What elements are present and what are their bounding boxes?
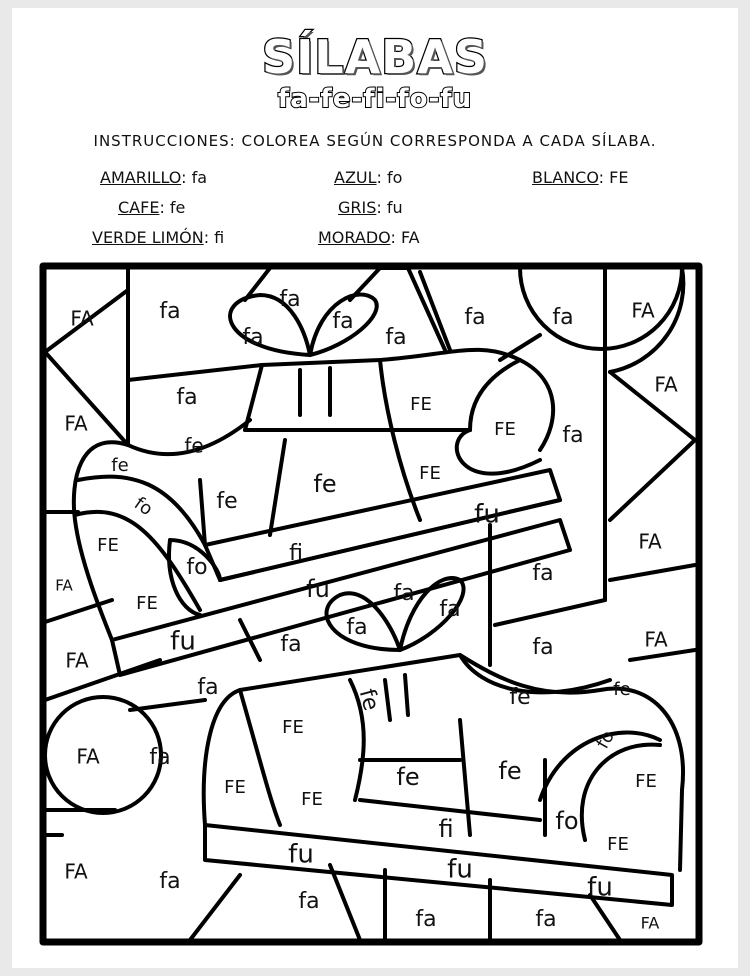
puzzle-region-label: fe [313,470,337,498]
page-title: SÍLABAS [262,30,488,84]
legend-cafe: CAFE: fe [118,198,186,217]
puzzle-region-label: fo [186,555,208,580]
puzzle-region-label: fa [552,305,574,330]
puzzle-region-label: FE [410,394,432,415]
puzzle-region-label: FE [224,777,246,798]
puzzle-region-label: FE [419,463,441,484]
puzzle-region-label: fa [464,305,486,330]
puzzle-region-label: fa [159,299,181,324]
puzzle-region-label: FA [76,744,100,769]
puzzle-region-label: fu [474,499,500,530]
puzzle-region-label: FA [654,372,678,397]
puzzle-region-label: FE [301,789,323,810]
puzzle-region-label: FA [64,411,88,436]
puzzle-region-label: fu [170,626,196,657]
puzzle-region-label: fa [346,615,368,640]
page-subtitle: fa-fe-fi-fo-fu [277,84,473,114]
puzzle-region-label: FE [635,771,657,792]
legend-color-name: GRIS [338,198,377,217]
puzzle-region-label: FA [638,529,662,554]
puzzle-region-label: FE [282,717,304,738]
legend-gris: GRIS: fu [338,198,403,217]
puzzle-region-label: fa [242,325,264,350]
legend-syllable: FE [609,168,629,187]
legend-color-name: CAFE [118,198,160,217]
puzzle-region-label: fe [216,489,238,514]
puzzle-region-label: fa [535,907,557,932]
puzzle-region-label: fu [447,854,473,885]
legend-color-name: AZUL [334,168,377,187]
puzzle-region-label: FA [640,913,660,933]
legend-syllable: fu [386,198,403,217]
puzzle-region-label: FA [64,859,88,884]
puzzle-region-label: fu [306,575,330,603]
puzzle-region-label: fi [438,815,454,843]
legend-syllable: fa [191,168,208,187]
puzzle-region-label: fa [279,287,301,312]
puzzle-region-label: fa [176,385,198,410]
puzzle-region-label: fa [415,907,437,932]
puzzle-region-label: fa [439,597,461,622]
legend-color-name: VERDE LIMÓN [92,228,204,247]
puzzle-region-label: fa [280,632,302,657]
legend-color-name: BLANCO [532,168,599,187]
puzzle-region-label: fu [288,839,314,870]
puzzle-region-label: fa [149,745,171,770]
puzzle-region-label: FE [136,593,158,614]
puzzle-region-label: fa [298,889,320,914]
legend-syllable: fi [214,228,225,247]
puzzle-region-label: FA [70,306,94,331]
puzzle-region-label: fa [332,309,354,334]
puzzle-region-label: FA [65,648,89,673]
legend-syllable: FA [400,228,420,247]
puzzle-region-label: FE [494,419,516,440]
puzzle-region-label: fe [396,763,420,791]
legend-color-name: AMARILLO [100,168,182,187]
puzzle-region-label: fa [197,675,219,700]
puzzle-region-label: fa [393,581,415,606]
instructions-text: INSTRUCCIONES: COLOREA SEGÚN CORRESPONDA A CADA SÍLABA. [93,132,657,150]
legend-blanco: BLANCO: FE [532,168,629,187]
puzzle-region-label: fi [289,541,303,566]
legend-syllable: fo [387,168,403,187]
puzzle-region-label: fa [532,561,554,586]
legend-verde-limon: VERDE LIMÓN: fi [92,228,225,247]
puzzle-region-label: FE [97,535,119,556]
puzzle-region-label: fe [353,686,384,714]
puzzle-region-label: fa [159,869,181,894]
puzzle-region-label: FA [55,576,73,595]
puzzle-region-label: fa [532,635,554,660]
puzzle-region-label: fu [587,872,613,903]
puzzle-region-label: fe [111,455,129,476]
legend-syllable: fe [169,198,186,217]
puzzle-region-label: FE [607,834,629,855]
puzzle-region-label: fo [130,493,157,521]
puzzle-region-label: FA [631,298,655,323]
puzzle-region-label: fa [385,325,407,350]
puzzle-region-label: fa [562,423,584,448]
legend-morado: MORADO: FA [318,228,420,247]
puzzle-region-label: FA [644,627,668,652]
legend-azul: AZUL: fo [334,168,403,187]
puzzle-region-label: fo [592,726,620,753]
puzzle-region-label: fe [509,685,531,710]
puzzle-region-label: fe [498,757,522,785]
puzzle-region-label: fe [184,433,204,458]
legend-color-name: MORADO [318,228,391,247]
legend-amarillo: AMARILLO: fa [100,168,208,187]
puzzle-region-label: fe [613,679,631,700]
puzzle-region-label: fo [555,807,579,835]
